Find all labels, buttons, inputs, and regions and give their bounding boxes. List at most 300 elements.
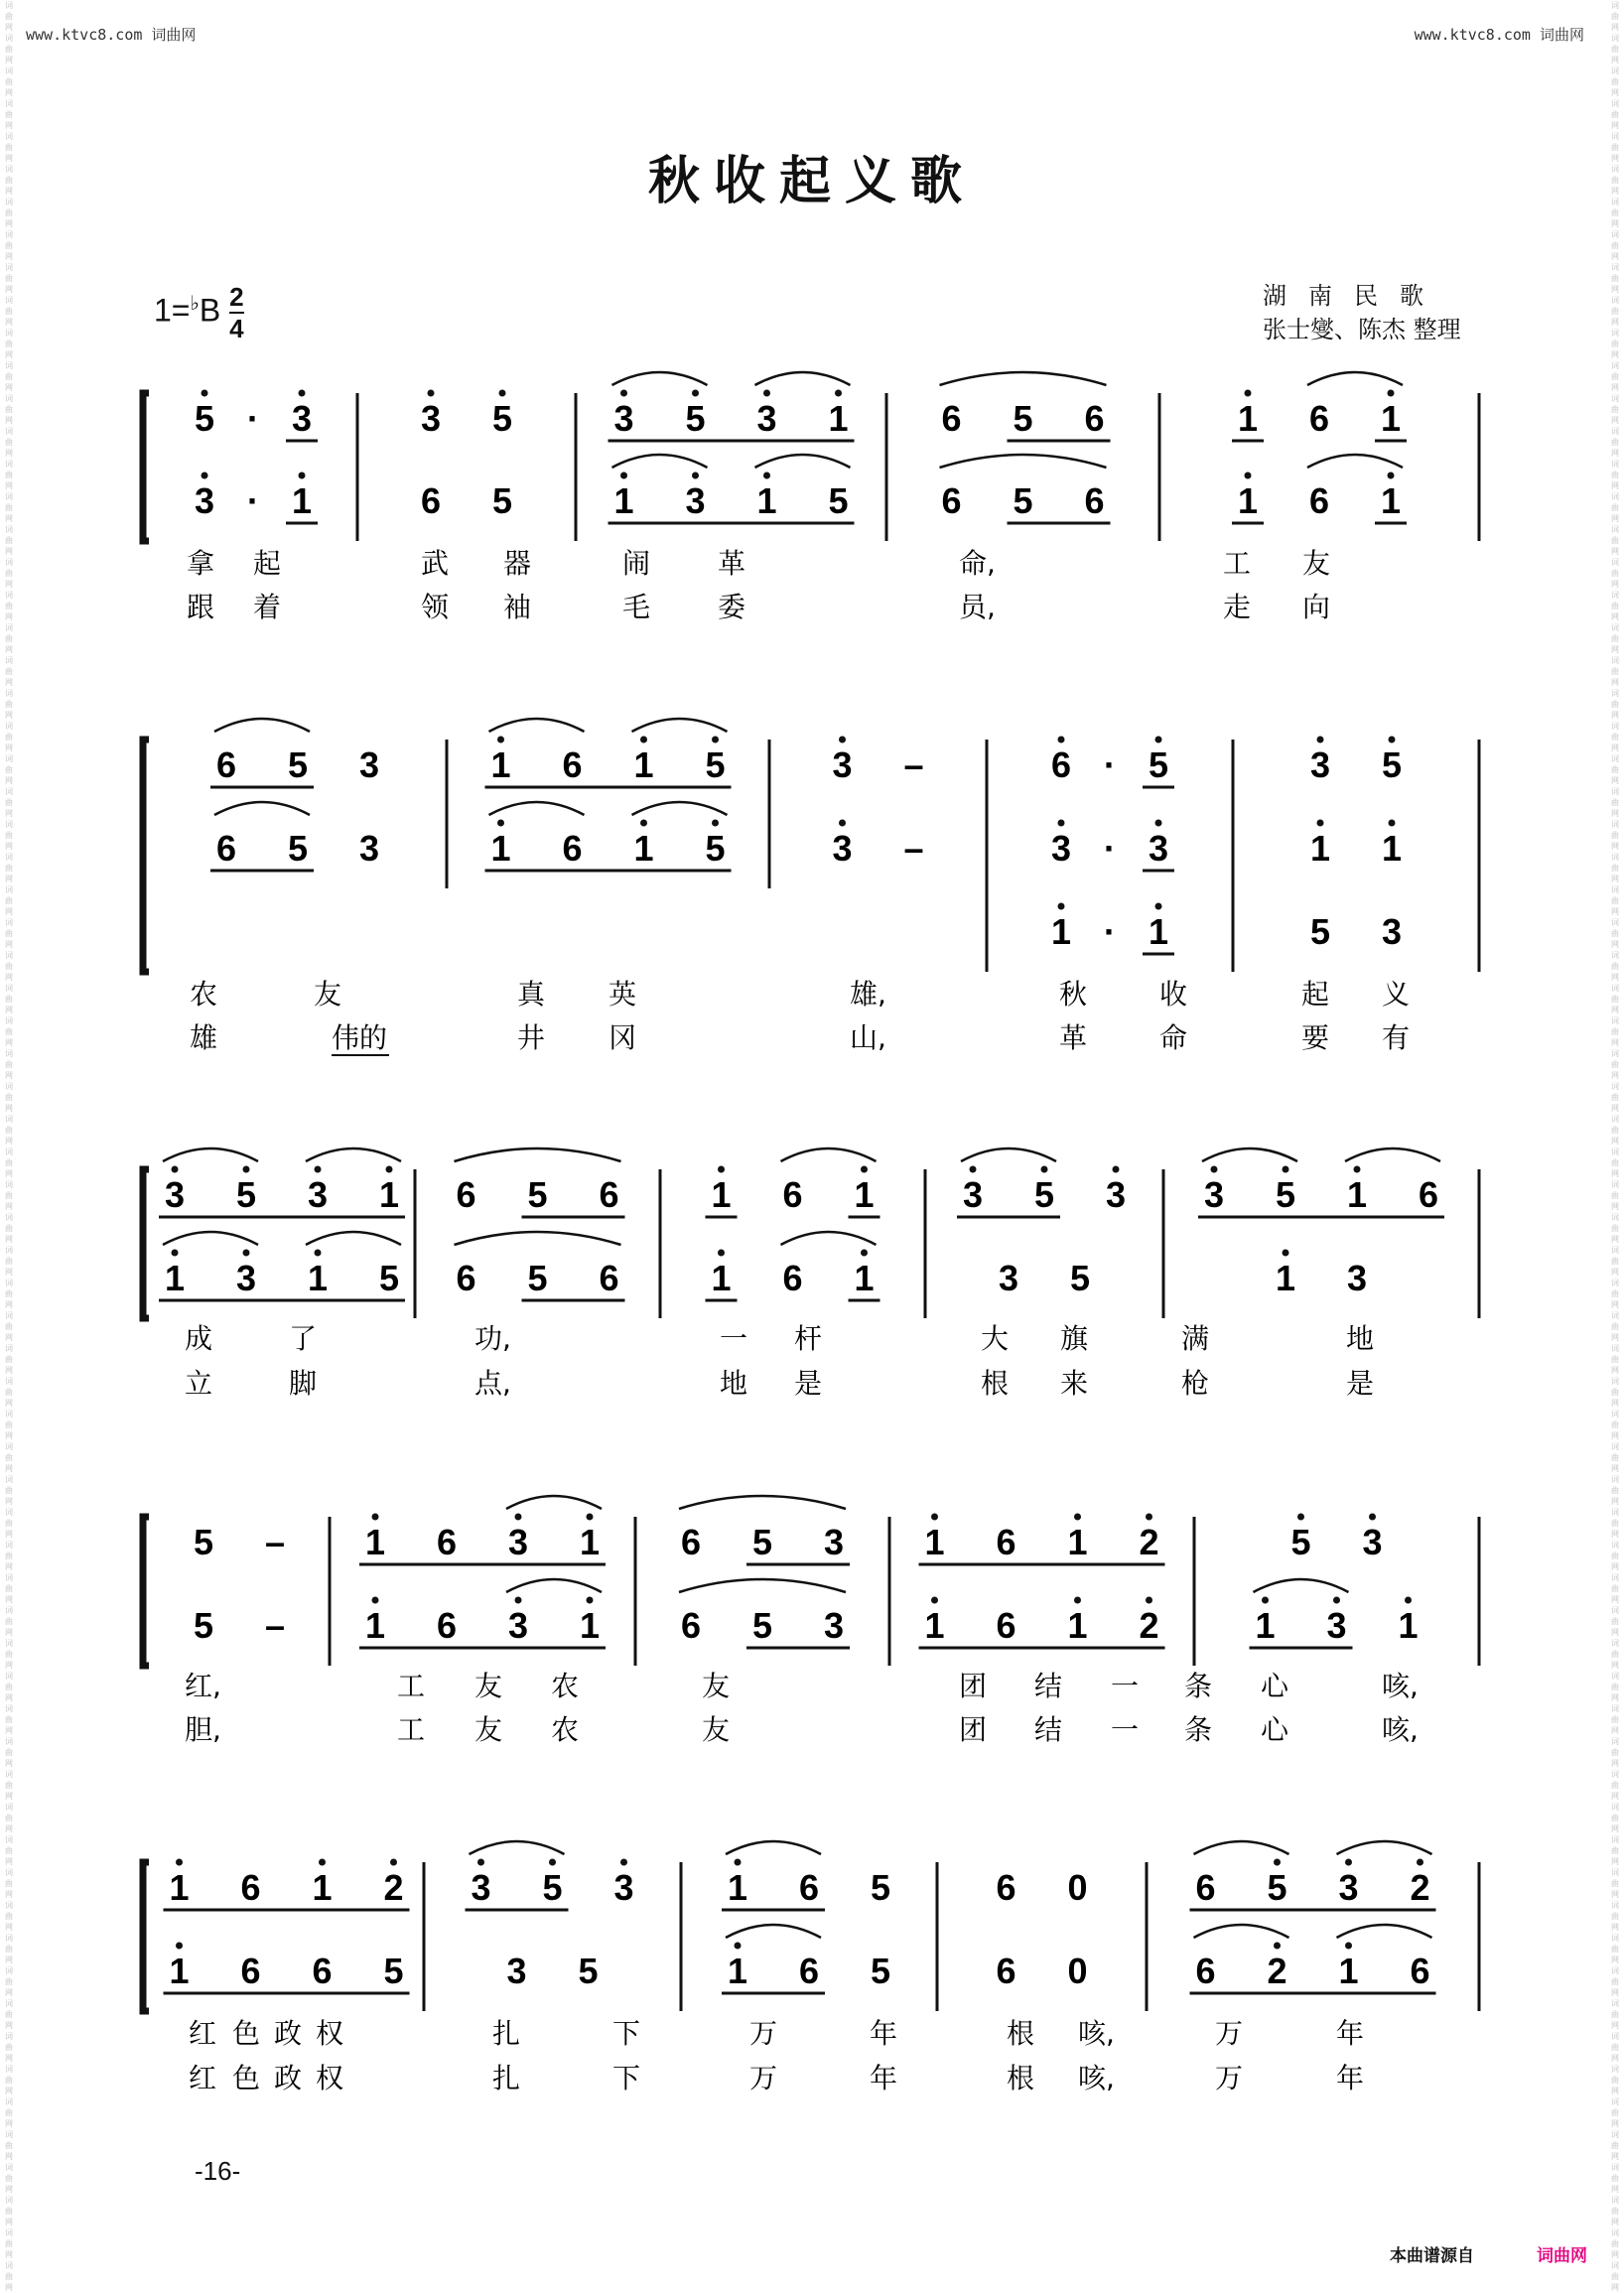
note: 1 <box>1380 398 1402 439</box>
octave-dot <box>172 1166 179 1173</box>
time-top: 2 <box>229 282 244 312</box>
note: 5 <box>491 398 513 439</box>
note: 5 <box>1033 1174 1055 1215</box>
note: 1 <box>169 1951 190 1991</box>
lyric-word: 友 <box>1302 547 1331 580</box>
note: 6 <box>798 1867 820 1908</box>
octave-dot <box>499 390 506 397</box>
octave-dot <box>620 472 627 479</box>
slur <box>612 372 708 385</box>
octave-dot <box>640 737 647 743</box>
lyric-word: 义 <box>1382 978 1411 1011</box>
lyric-word: 雄 <box>190 1021 218 1054</box>
slur <box>726 1841 821 1854</box>
lyric-word: 农 <box>190 978 218 1011</box>
octave-dot <box>712 820 719 827</box>
lyric-word: 收 <box>1159 978 1188 1011</box>
note: 5 <box>491 480 513 521</box>
note: 5 <box>828 480 849 521</box>
note: 5 <box>194 398 215 439</box>
lyric-word: 友 <box>314 978 342 1011</box>
slur <box>1194 1841 1289 1854</box>
note: 6 <box>782 1174 803 1215</box>
slur <box>506 1496 602 1509</box>
octave-dot <box>1274 1859 1281 1866</box>
note: 1 <box>633 744 654 785</box>
octave-dot <box>620 390 627 397</box>
note: 5 <box>287 828 309 869</box>
note: 6 <box>215 744 237 785</box>
note: 3 <box>823 1522 845 1562</box>
note: 3 <box>194 480 215 521</box>
note: 6 <box>680 1522 702 1562</box>
slur <box>1202 1148 1297 1161</box>
lyric-word: 友 <box>474 1713 503 1746</box>
octave-dot <box>712 737 719 743</box>
octave-dot <box>549 1859 556 1866</box>
note: 6 <box>240 1867 261 1908</box>
note: 1 <box>490 828 511 869</box>
lyric-word: 要 <box>1301 1021 1330 1054</box>
note: 6 <box>456 1258 476 1298</box>
note: 5 <box>193 1522 214 1562</box>
note: 1 <box>1237 480 1259 521</box>
note: 3 <box>1309 744 1331 785</box>
lyric-word: 地 <box>720 1367 748 1400</box>
note: 3 <box>291 398 313 439</box>
octave-dot <box>497 820 504 827</box>
lyric-word: 了 <box>289 1322 318 1355</box>
lyric-word: 友 <box>702 1670 731 1702</box>
note: 1 <box>291 480 313 521</box>
lyric-word: 冈 <box>609 1021 637 1054</box>
octave-dot <box>1155 737 1162 743</box>
octave-dot <box>1369 1514 1376 1521</box>
lyric-word: 满 <box>1181 1322 1210 1355</box>
lyric-word: 闹 <box>622 547 651 580</box>
note: 1 <box>1050 911 1072 952</box>
note: 1 <box>727 1951 748 1991</box>
slur <box>1254 1579 1349 1592</box>
system-bracket <box>143 1862 149 2011</box>
sustain-dash: – <box>903 828 924 869</box>
note: 1 <box>633 828 654 869</box>
note: 3 <box>1050 828 1072 869</box>
octave-dot <box>1245 390 1252 397</box>
note: 6 <box>215 828 237 869</box>
lyric-word: 真 <box>517 978 546 1011</box>
octave-dot <box>718 1250 725 1257</box>
note: 1 <box>1148 911 1169 952</box>
note: 1 <box>579 1605 601 1646</box>
lyric-word: 枪 <box>1181 1367 1210 1400</box>
octave-dot <box>299 390 306 397</box>
note: 3 <box>1203 1174 1225 1215</box>
slur <box>940 455 1107 468</box>
slur <box>632 802 728 815</box>
note: 3 <box>1362 1522 1383 1562</box>
note: 1 <box>1338 1951 1359 1991</box>
octave-dot <box>172 1250 179 1257</box>
octave-dot <box>372 1597 379 1604</box>
lyric-word: 农 <box>551 1670 580 1702</box>
note: 1 <box>711 1174 732 1215</box>
octave-dot <box>587 1514 594 1521</box>
octave-dot <box>1389 820 1396 827</box>
side-watermark-right: 词曲网词曲网词曲网词曲网词曲网词曲网词曲网词曲网词曲网词曲网词曲网词曲网词曲网词曲网词曲网词曲网词曲网词曲网词曲网词曲网词曲网词曲网词曲网词曲网词曲网词曲网词曲网词曲网词曲网词曲网词曲网词曲网词曲网词曲网词曲网词曲网词曲网词曲网词曲网词曲网词曲网词曲网词曲网词曲网词曲网词曲网词曲网词曲网词曲网词曲网词曲网词曲网词曲网词曲网词曲网词曲网词曲网词曲网词曲网词曲网词曲网词曲网词曲网词曲网词曲网词曲网词曲网词曲网词曲网词曲网 <box>1611 1 1619 2292</box>
note: 1 <box>364 1605 386 1646</box>
lyric-word: 年 <box>1336 2062 1365 2094</box>
lyric-word: 团 <box>959 1670 988 1702</box>
lyric-word: 着 <box>253 591 282 623</box>
note: 3 <box>1338 1867 1359 1908</box>
lyric-word: 工 <box>397 1670 426 1702</box>
lyric-word: 年 <box>870 2017 898 2050</box>
octave-dot <box>243 1250 250 1257</box>
octave-dot <box>1283 1166 1289 1173</box>
note: 3 <box>235 1258 257 1298</box>
augmentation-dot: · <box>1104 828 1116 869</box>
octave-dot <box>1333 1597 1340 1604</box>
slur <box>1194 1925 1289 1938</box>
header-right-url: www.ktvc8.com 词曲网 <box>1414 26 1584 44</box>
lyric-word: 扎 <box>492 2017 521 2050</box>
note: 1 <box>490 744 511 785</box>
note: 5 <box>1013 398 1033 439</box>
note: 5 <box>1013 480 1033 521</box>
note: 3 <box>507 1605 529 1646</box>
octave-dot <box>372 1514 379 1521</box>
note: 6 <box>1084 398 1105 439</box>
note: 1 <box>1380 480 1402 521</box>
lyric-word: 跟 <box>187 591 215 623</box>
lyric-word: 走 <box>1223 591 1252 623</box>
lyric-word: 条 <box>1184 1713 1213 1746</box>
lyric-word: 胆, <box>185 1713 221 1746</box>
note: 1 <box>1067 1605 1088 1646</box>
slur <box>163 1232 258 1245</box>
octave-dot <box>1155 903 1162 910</box>
lyric-word: 万 <box>1215 2017 1244 2050</box>
slur <box>214 719 310 732</box>
lyric-word: 向 <box>1302 591 1331 623</box>
note: 5 <box>685 398 706 439</box>
octave-dot <box>243 1166 250 1173</box>
note: 3 <box>998 1258 1019 1298</box>
octave-dot <box>390 1859 397 1866</box>
note: 1 <box>854 1174 875 1215</box>
slur <box>612 455 708 468</box>
octave-dot <box>202 390 208 397</box>
side-watermark-left: 词曲网词曲网词曲网词曲网词曲网词曲网词曲网词曲网词曲网词曲网词曲网词曲网词曲网词曲网词曲网词曲网词曲网词曲网词曲网词曲网词曲网词曲网词曲网词曲网词曲网词曲网词曲网词曲网词曲网词曲网词曲网词曲网词曲网词曲网词曲网词曲网词曲网词曲网词曲网词曲网词曲网词曲网词曲网词曲网词曲网词曲网词曲网词曲网词曲网词曲网词曲网词曲网词曲网词曲网词曲网词曲网词曲网词曲网词曲网词曲网词曲网词曲网词曲网词曲网词曲网词曲网词曲网词曲网词曲网词曲网 <box>5 1 13 2292</box>
note: 3 <box>307 1174 329 1215</box>
octave-dot <box>1074 1597 1081 1604</box>
system-bracket <box>143 740 149 972</box>
note: 1 <box>169 1867 190 1908</box>
octave-dot <box>839 737 846 743</box>
note: 1 <box>1381 828 1403 869</box>
slur <box>726 1925 821 1938</box>
octave-dot <box>620 1859 627 1866</box>
octave-dot <box>515 1514 522 1521</box>
octave-dot <box>1058 820 1065 827</box>
lyric-word: 旗 <box>1060 1322 1089 1355</box>
octave-dot <box>839 820 846 827</box>
note: 5 <box>705 828 726 869</box>
note: 6 <box>1050 744 1072 785</box>
credit-origin: 湖南民歌 <box>1263 282 1445 310</box>
note: 5 <box>705 744 726 785</box>
note: 6 <box>1418 1174 1439 1215</box>
note: 6 <box>436 1522 458 1562</box>
slur <box>489 719 585 732</box>
note: 1 <box>727 1867 748 1908</box>
octave-dot <box>692 390 699 397</box>
note: 3 <box>1326 1605 1347 1646</box>
note: 5 <box>751 1605 773 1646</box>
note: 6 <box>996 1951 1016 1991</box>
lyric-word: 扎 <box>492 2062 521 2094</box>
octave-dot <box>1345 1859 1352 1866</box>
key-flat: ♭ <box>190 292 200 315</box>
note: 2 <box>1410 1867 1430 1908</box>
note: 3 <box>506 1951 527 1991</box>
slur <box>506 1579 602 1592</box>
octave-dot <box>735 1859 742 1866</box>
slur <box>632 719 728 732</box>
note: 1 <box>378 1174 400 1215</box>
octave-dot <box>1389 737 1396 743</box>
note: 5 <box>542 1867 563 1908</box>
note: 5 <box>527 1258 548 1298</box>
time-bottom: 4 <box>229 314 244 343</box>
lyric-word: 革 <box>1059 1021 1088 1054</box>
note: 6 <box>562 828 583 869</box>
augmentation-dot: · <box>1104 744 1116 785</box>
octave-dot <box>1345 1943 1352 1950</box>
lyric-word: 万 <box>749 2017 778 2050</box>
lyric-word: 武 <box>421 547 450 580</box>
lyric-word: 革 <box>718 547 746 580</box>
note: 6 <box>680 1605 702 1646</box>
slur <box>961 1148 1056 1161</box>
lyric-word: 毛 <box>622 591 651 623</box>
lyric-word: 心 <box>1261 1713 1289 1746</box>
system-bracket <box>143 1517 149 1666</box>
octave-dot <box>319 1859 326 1866</box>
lyric-word: 红 <box>189 2062 217 2094</box>
note: 3 <box>613 1867 634 1908</box>
slur <box>679 1496 846 1509</box>
slur <box>755 372 851 385</box>
note: 0 <box>1067 1951 1088 1991</box>
note: 3 <box>1105 1174 1127 1215</box>
slur <box>306 1232 401 1245</box>
lyric-word: 色 <box>232 2017 261 2050</box>
octave-dot <box>1317 820 1324 827</box>
lyric-word: 结 <box>1034 1670 1063 1702</box>
lyric-word: 是 <box>794 1367 823 1400</box>
note: 6 <box>562 744 583 785</box>
system-bracket <box>143 393 149 541</box>
octave-dot <box>735 1943 742 1950</box>
note: 3 <box>1346 1258 1368 1298</box>
augmentation-dot: · <box>247 398 259 439</box>
note: 1 <box>1309 828 1331 869</box>
note: 6 <box>941 480 962 521</box>
slur <box>781 1232 877 1245</box>
lyric-word: 红 <box>189 2017 217 2050</box>
note: 1 <box>854 1258 875 1298</box>
note: 1 <box>924 1605 945 1646</box>
augmentation-dot: · <box>1104 911 1116 952</box>
note: 6 <box>1308 480 1330 521</box>
note: 3 <box>756 398 777 439</box>
note: 1 <box>924 1522 945 1562</box>
note: 5 <box>378 1258 400 1298</box>
lyric-word: 命 <box>1159 1021 1188 1054</box>
octave-dot <box>176 1943 183 1950</box>
octave-dot <box>315 1250 322 1257</box>
note: 5 <box>1309 911 1331 952</box>
slur <box>455 1148 621 1161</box>
lyric-word: 友 <box>702 1713 731 1746</box>
octave-dot <box>386 1166 393 1173</box>
note: 6 <box>996 1867 1016 1908</box>
lyric-word: 友 <box>474 1670 503 1702</box>
note: 6 <box>1084 480 1105 521</box>
system-bracket <box>143 1169 149 1318</box>
lyric-word: 工 <box>1223 547 1252 580</box>
octave-dot <box>861 1250 868 1257</box>
lyric-word: 英 <box>609 978 637 1011</box>
octave-dot <box>1262 1597 1269 1604</box>
note: 6 <box>782 1258 803 1298</box>
lyric-word: 脚 <box>289 1367 318 1400</box>
note: 6 <box>599 1174 619 1215</box>
lyric-word: 权 <box>316 2017 344 2050</box>
note: 1 <box>364 1522 386 1562</box>
slur <box>306 1148 401 1161</box>
lyric-word: 团 <box>959 1713 988 1746</box>
note: 1 <box>312 1867 333 1908</box>
lyric-word: 有 <box>1382 1021 1411 1054</box>
lyric-word: 井 <box>517 1021 546 1054</box>
note: 1 <box>756 480 777 521</box>
octave-dot <box>1245 472 1252 479</box>
slur <box>781 1148 877 1161</box>
note: 5 <box>193 1605 214 1646</box>
lyric-word: 下 <box>612 2017 641 2050</box>
lyric-word: 心 <box>1261 1670 1289 1702</box>
note: 3 <box>507 1522 529 1562</box>
note: 5 <box>1275 1174 1296 1215</box>
key-note: B <box>199 292 221 329</box>
note: 5 <box>870 1867 891 1908</box>
lyric-word: 是 <box>1346 1367 1375 1400</box>
note: 3 <box>358 744 380 785</box>
lyric-word: 成 <box>185 1322 213 1355</box>
note: 1 <box>164 1258 186 1298</box>
lyric-word: 器 <box>503 547 532 580</box>
note: 3 <box>471 1867 491 1908</box>
note: 6 <box>1195 1951 1216 1991</box>
lyric-word: 农 <box>551 1713 580 1746</box>
lyric-word: 万 <box>749 2062 778 2094</box>
lyric-word: 山, <box>850 1021 886 1054</box>
octave-dot <box>587 1597 594 1604</box>
octave-dot <box>176 1859 183 1866</box>
lyric-word: 大 <box>981 1322 1010 1355</box>
note: 5 <box>751 1522 773 1562</box>
slur <box>755 455 851 468</box>
note: 6 <box>1410 1951 1430 1991</box>
octave-dot <box>477 1859 484 1866</box>
lyric-word: 功, <box>474 1322 511 1355</box>
key-prefix: 1= <box>154 292 191 329</box>
note: 3 <box>358 828 380 869</box>
octave-dot <box>1283 1250 1289 1257</box>
octave-dot <box>1317 737 1324 743</box>
credit-arranger: 张士燮、陈杰 整理 <box>1263 316 1461 343</box>
octave-dot <box>970 1166 977 1173</box>
note: 3 <box>420 398 442 439</box>
octave-dot <box>931 1597 938 1604</box>
note: 1 <box>307 1258 329 1298</box>
lyric-word: 结 <box>1034 1713 1063 1746</box>
note: 1 <box>1275 1258 1296 1298</box>
slur <box>1307 372 1403 385</box>
sustain-dash: – <box>264 1522 286 1562</box>
note: 6 <box>1195 1867 1216 1908</box>
octave-dot <box>1074 1514 1081 1521</box>
slur <box>163 1148 258 1161</box>
octave-dot <box>428 390 435 397</box>
sustain-dash: – <box>264 1605 286 1646</box>
octave-dot <box>835 390 842 397</box>
note: 3 <box>1148 828 1169 869</box>
note: 3 <box>613 398 634 439</box>
lyric-word: 一 <box>1111 1670 1140 1702</box>
lyric-word: 咳, <box>1382 1670 1419 1702</box>
octave-dot <box>763 390 770 397</box>
lyric-word: 根 <box>981 1367 1010 1400</box>
note: 6 <box>798 1951 820 1991</box>
note: 3 <box>164 1174 186 1215</box>
octave-dot <box>763 472 770 479</box>
note: 6 <box>312 1951 333 1991</box>
octave-dot <box>1146 1514 1152 1521</box>
note: 5 <box>870 1951 891 1991</box>
note: 6 <box>456 1174 476 1215</box>
note: 3 <box>962 1174 984 1215</box>
lyric-word: 一 <box>720 1322 748 1355</box>
note: 1 <box>1067 1522 1088 1562</box>
footer-site[interactable]: 词曲网 <box>1537 2246 1587 2266</box>
note: 6 <box>599 1258 619 1298</box>
lyric-word: 年 <box>1336 2017 1365 2050</box>
octave-dot <box>1146 1597 1152 1604</box>
note: 6 <box>240 1951 261 1991</box>
note: 5 <box>578 1951 599 1991</box>
lyric-word: 点, <box>474 1367 511 1400</box>
octave-dot <box>1354 1166 1361 1173</box>
lyric-word: 秋 <box>1059 978 1088 1011</box>
lyric-word: 红, <box>185 1670 221 1702</box>
octave-dot <box>1155 820 1162 827</box>
note: 6 <box>436 1605 458 1646</box>
octave-dot <box>640 820 647 827</box>
